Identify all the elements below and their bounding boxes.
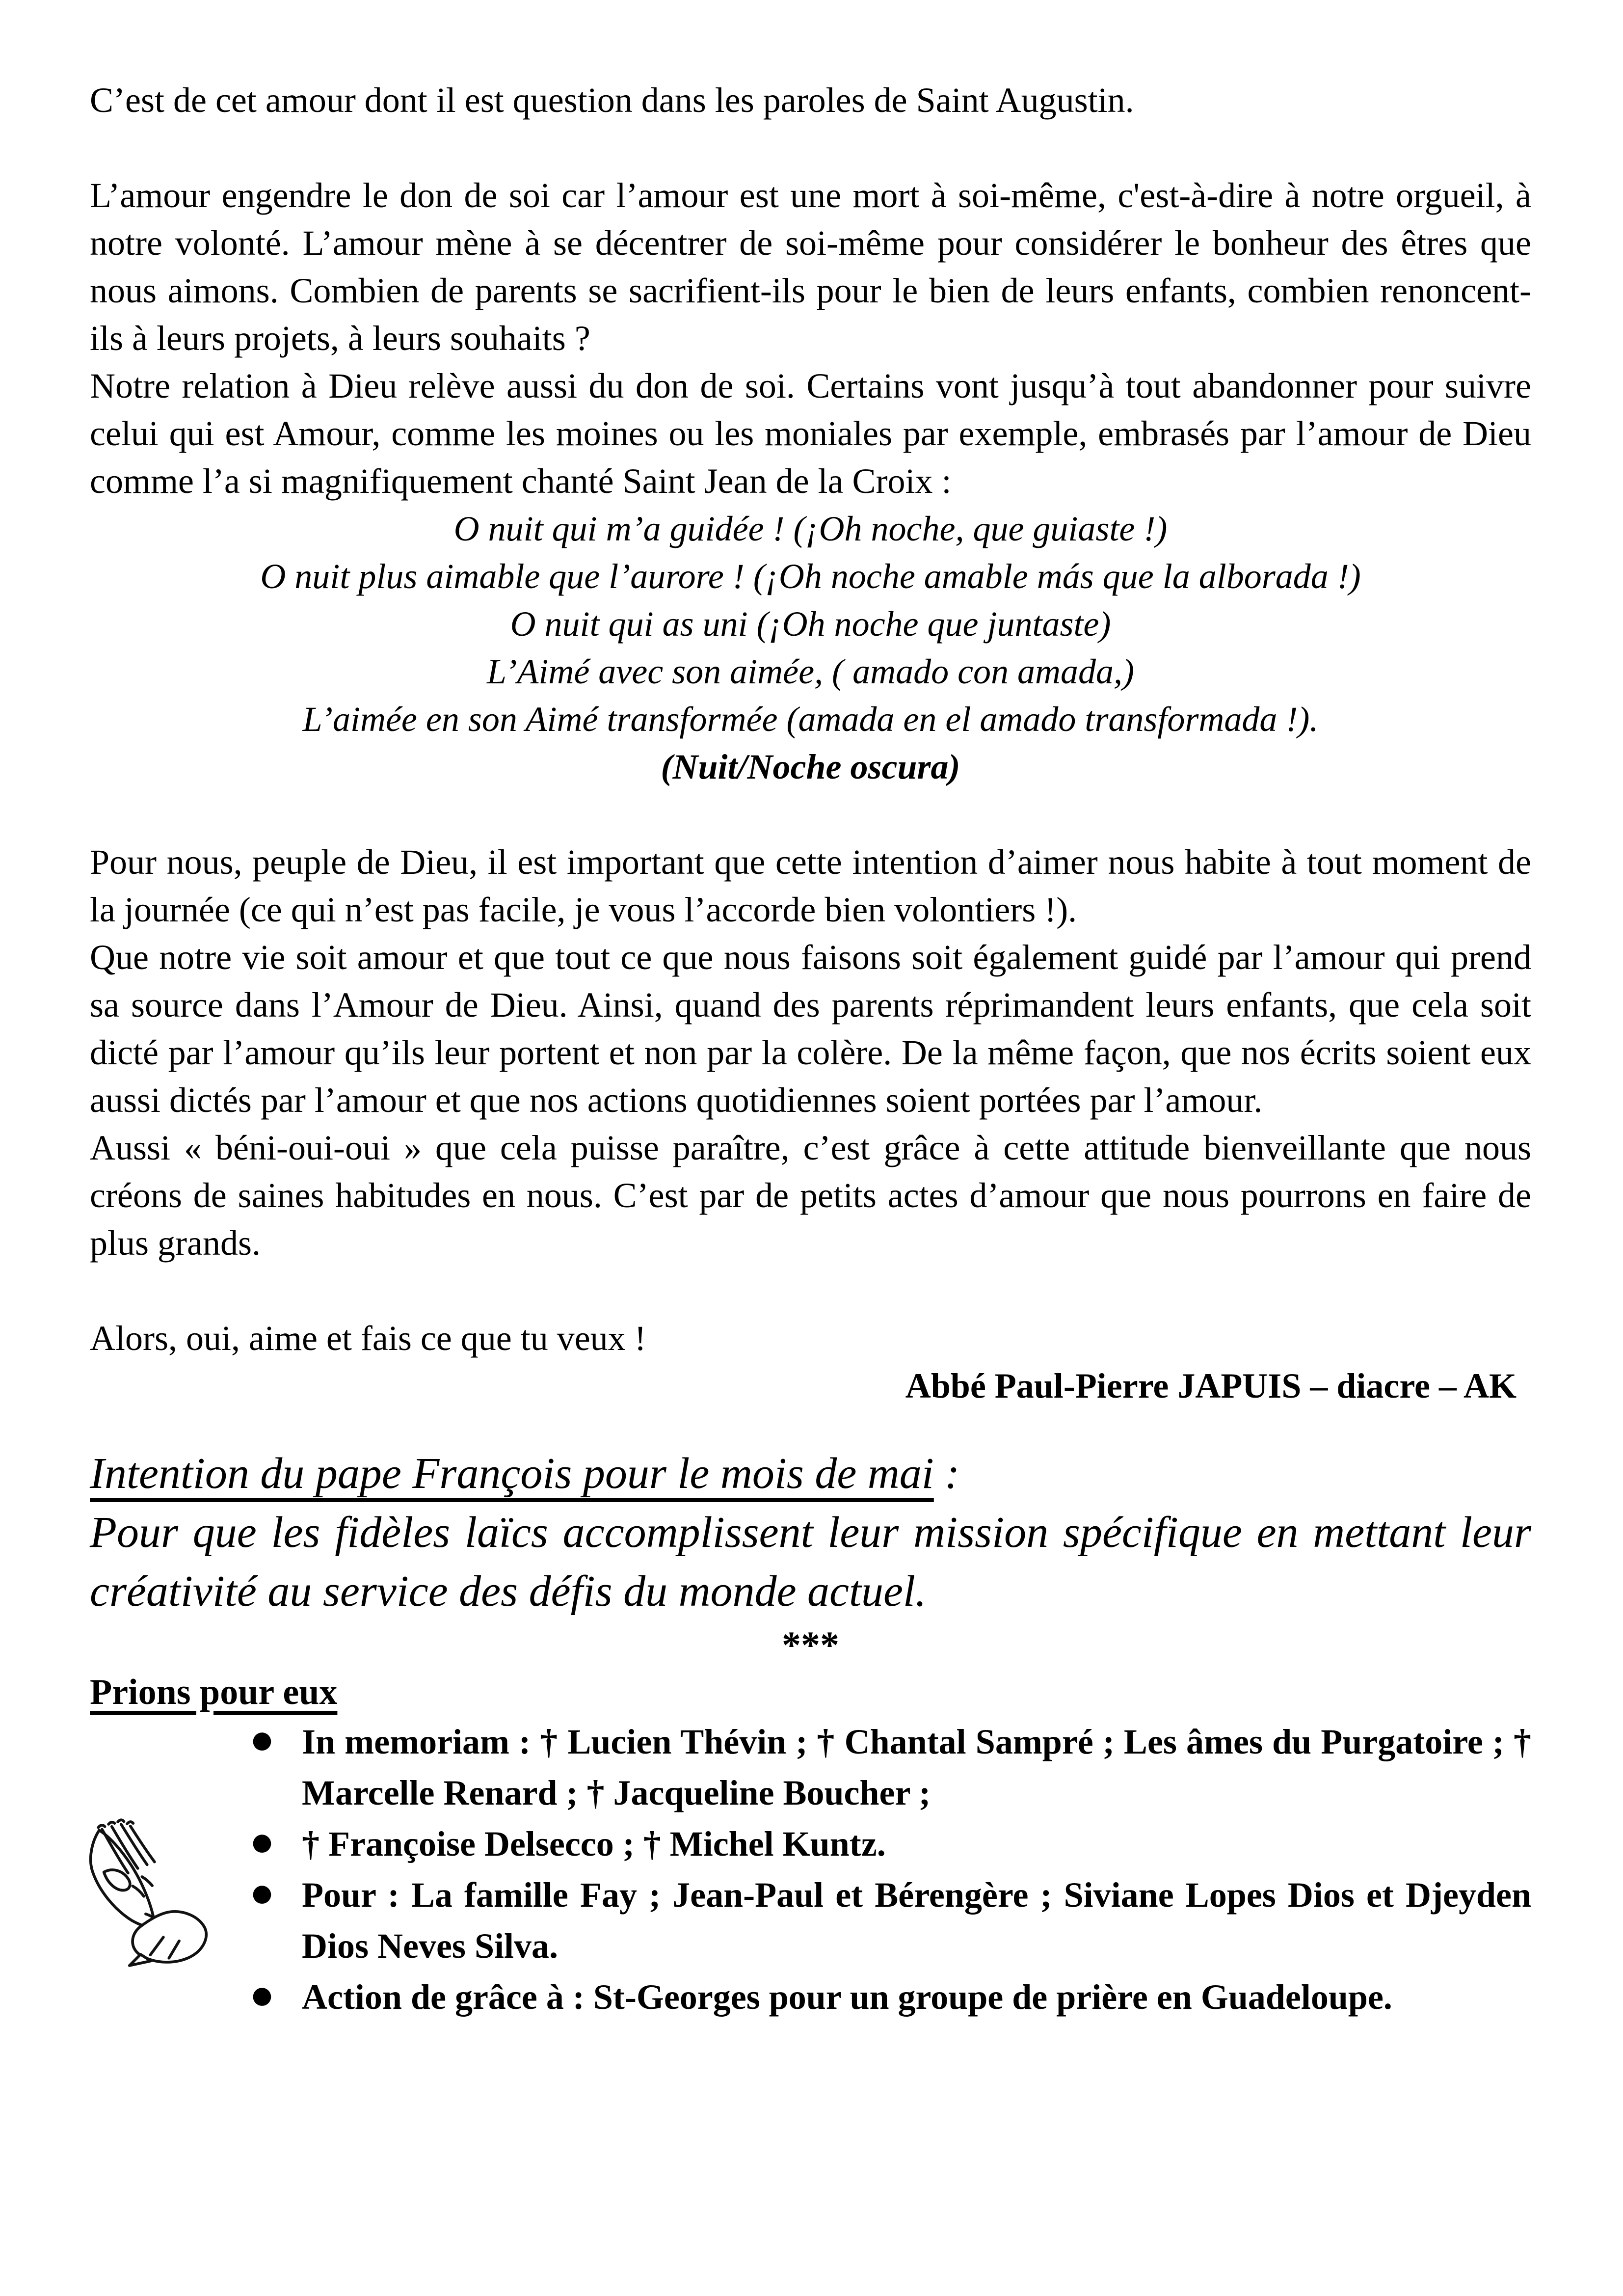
paragraph-que-notre-vie: Que notre vie soit amour et que tout ce que nous faisons soit également guidé par l’amour qui prend sa source dans l’Amour de Dieu. Ainsi, quand des parents réprimandent leurs enfants, que cela soit dicté par l’amour qu’ils leur portent et non par la colère. De la même façon, que nos écrits soient eux aussi dictés par l’amour et que nos actions quotidiennes soient portées par l’amour. [90, 938, 1531, 1120]
closing-line: Alors, oui, aime et fais ce que tu veux ! [90, 1319, 646, 1358]
poem-line: O nuit qui as uni (¡Oh noche que juntaste) [510, 604, 1111, 644]
bullet-icon: ● [252, 1828, 272, 1856]
prayer-list-item-action-de-grace [90, 1972, 1531, 2023]
praying-hands-image [74, 1815, 216, 1973]
bullet-icon: ● [252, 1981, 272, 2009]
prayer-list-item-text: In memoriam : † Lucien Thévin ; † Chantal Sampré ; Les âmes du Purgatoire ; † Marcelle Renard ; † Jacqueline Boucher ; [302, 1722, 1531, 1812]
prayer-list-item-defunts [90, 1818, 1531, 1869]
prayer-section-title-text: Prions pour eux [90, 1672, 338, 1712]
paragraph-relation-a-dieu: Notre relation à Dieu relève aussi du don de soi. Certains vont jusqu’à tout abandonner pour suivre celui qui est Amour, comme les moines ou les moniales par exemple, embrasés par l’amour de Dieu comme l’a si magnifiquement chanté Saint Jean de la Croix : [90, 366, 1531, 501]
blank-line [90, 1410, 1531, 1444]
paragraph-pour-nous: Pour nous, peuple de Dieu, il est important que cette intention d’aimer nous habite à tout moment de la journée (ce qui n’est pas facile, je vous l’accorde bien volontiers !). [90, 842, 1531, 929]
pope-intention-text: Pour que les fidèles laïcs accomplissent leur mission spécifique en mettant leur créativité au service des défis du monde actuel. [90, 1508, 1531, 1616]
prayer-list-item-pour [90, 1869, 1531, 1972]
prayer-list-item-text: Pour : La famille Fay ; Jean-Paul et Bérengère ; Siviane Lopes Dios et Djeyden Dios Neves Silva. [302, 1875, 1531, 1966]
prayer-list-item-text: † Françoise Delsecco ; † Michel Kuntz. [302, 1824, 886, 1864]
poem-source-title: (Nuit/Noche oscura) [661, 747, 960, 786]
blank-line [90, 124, 1531, 172]
paragraph-intro: C’est de cet amour dont il est question dans les paroles de Saint Augustin. [90, 81, 1134, 120]
poem-line: L’aimée en son Aimé transformée (amada en el amado transformada !). [302, 700, 1319, 739]
pope-intention-heading [90, 1444, 1531, 1503]
poem-line: L’Aimé avec son aimée, ( amado con amada,) [487, 652, 1134, 691]
bullet-icon: ● [252, 1726, 272, 1754]
asterisk-separator: *** [782, 1623, 839, 1666]
pope-intention-heading-colon: : [933, 1449, 960, 1498]
blank-line [90, 791, 1531, 838]
prayer-section-title [90, 1669, 1531, 1716]
paragraph-amour-don-de-soi: L’amour engendre le don de soi car l’amour est une mort à soi-même, c'est-à-dire à notre orgueil, à notre volonté. L’amour mène à se décentrer de soi-même pour considérer le bonheur des êtres que nous aimons. Combien de parents se sacrifient-ils pour le bien de leurs enfants, combien renoncent-ils à leurs projets, à leurs souhaits ? [90, 176, 1531, 358]
poem-line: O nuit qui m’a guidée ! (¡Oh noche, que guiaste !) [453, 509, 1168, 548]
author-byline: Abbé Paul-Pierre JAPUIS – diacre – AK [905, 1366, 1517, 1405]
paragraph-aussi-beni-oui-oui: Aussi « béni-oui-oui » que cela puisse paraître, c’est grâce à cette attitude bienveillante que nous créons de saines habitudes en nous. C’est par de petits actes d’amour que nous pourrons en faire de plus grands. [90, 1128, 1531, 1263]
poem-saint-jean-de-la-croix [90, 505, 1531, 791]
prayer-list-item-text: Action de grâce à : St-Georges pour un groupe de prière en Guadeloupe. [302, 1977, 1392, 2017]
pope-intention-heading-underlined: Intention du pape François pour le mois de mai [90, 1449, 934, 1498]
prayer-list-item-in-memoriam [90, 1716, 1531, 1818]
poem-line: O nuit plus aimable que l’aurore ! (¡Oh noche amable más que la alborada !) [260, 557, 1361, 596]
blank-line [90, 1267, 1531, 1315]
prayer-list [90, 1716, 1531, 2023]
bullet-icon: ● [252, 1879, 272, 1907]
